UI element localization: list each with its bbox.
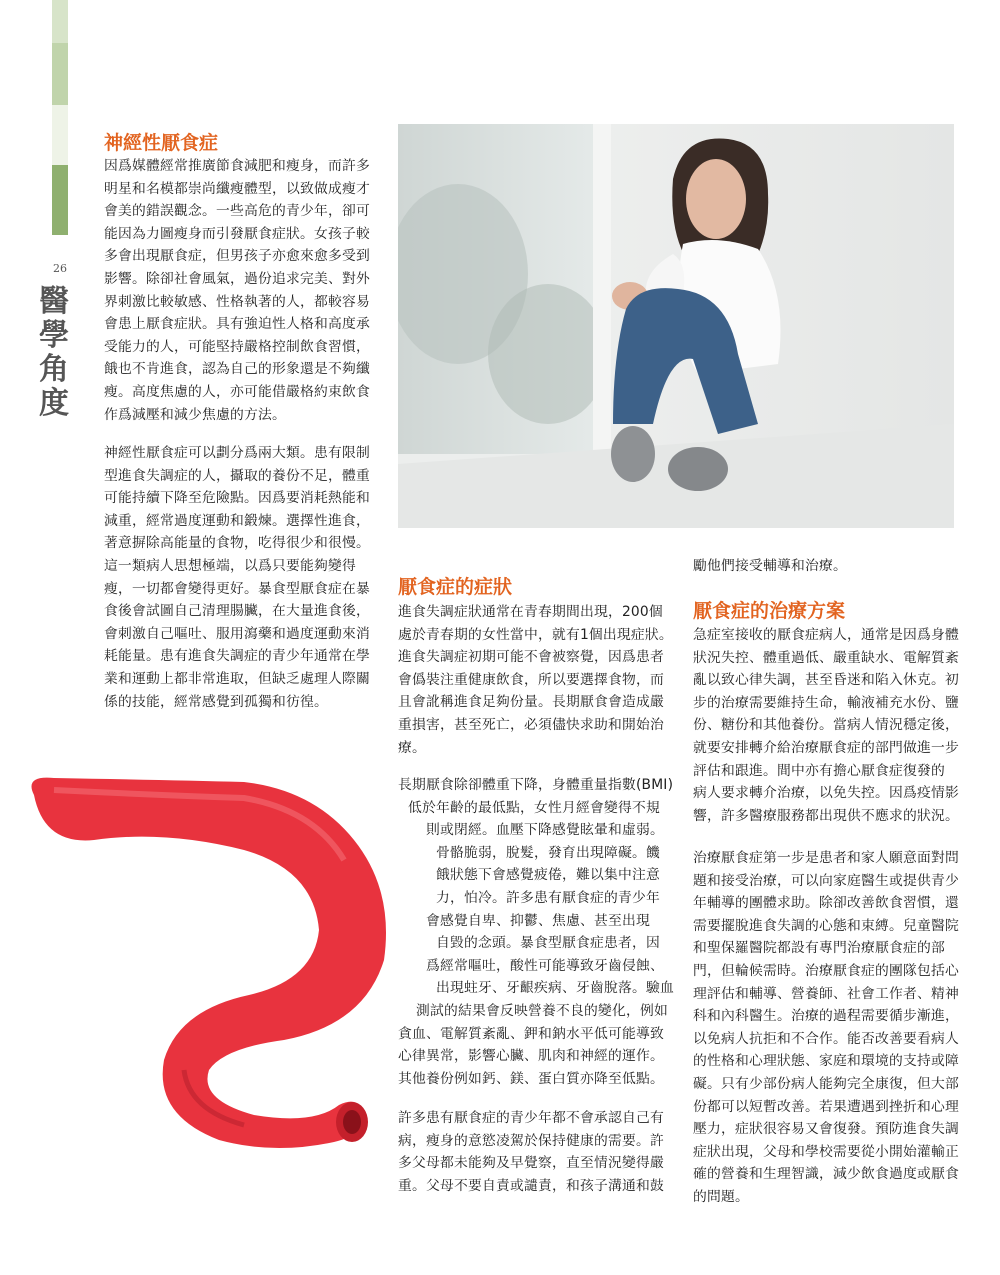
text-line: 心律異常，影響心臟、肌肉和神經的運作。 [398, 1048, 664, 1065]
text-line: 骨骼脆弱，脫髮，發育出現障礙。饑 [436, 844, 660, 861]
text-line: 步的治療需要維持生命，輸液補充水份、鹽 [693, 694, 959, 711]
text-line: 能因為力圖瘦身而引發厭食症狀。女孩子較 [104, 225, 370, 242]
text-line: 會感覺自卑、抑鬱、焦慮、甚至出現 [426, 912, 650, 929]
text-line: 作爲減壓和減少焦慮的方法。 [104, 406, 286, 423]
text-line: 和聖保羅醫院都設有專門治療厭食症的部 [693, 940, 945, 957]
paragraph-treatment-steps [693, 847, 959, 1209]
text-line: 理評估和輔導、營養師、社會工作者、精神 [693, 985, 959, 1002]
text-line: 且會訛稱進食足夠份量。長期厭食會造成嚴 [398, 694, 664, 711]
text-line: 門，但輪候需時。治療厭食症的團隊包括心 [693, 962, 959, 979]
paragraph-symptoms-parents [398, 1107, 664, 1197]
text-line: 症狀出現，父母和學校需要從小開始灌輸正 [693, 1143, 959, 1160]
sidebar-strip-dark [52, 165, 68, 235]
text-line: 明星和名模都崇尚纖瘦體型，以致做成瘦才 [104, 180, 370, 197]
text-line: 會僞裝注重健康飲食，所以要選擇食物，而 [398, 671, 664, 688]
paragraph-continuation [693, 555, 955, 578]
text-line: 可能持續下降至危險點。因爲要消耗熱能和 [104, 490, 370, 507]
paragraph-symptoms-onset [398, 601, 673, 759]
text-line: 多父母都未能夠及早覺察，直至情況變得嚴 [398, 1155, 664, 1172]
text-line: 進食失調症初期可能不會被察覺，因爲患者 [398, 649, 664, 666]
text-line: 界刺激比較敏感、性格執著的人，都較容易 [104, 293, 370, 310]
text-line: 自毀的念頭。暴食型厭食症患者，因 [436, 935, 660, 952]
text-line: 礙。只有少部份病人能夠完全康復，但大部 [693, 1075, 959, 1092]
paragraph-anorexia-intro [104, 155, 376, 426]
text-line: 食後會試圖自己清理腸臟，在大量進食後， [104, 603, 370, 620]
text-line: 餓也不肯進食，認為自己的形象還是不夠纖 [104, 361, 370, 378]
text-line: 因爲媒體經常推廣節食減肥和瘦身，而許多 [104, 158, 370, 174]
photo-woman-sitting-by-window [398, 124, 954, 528]
paragraph-symptoms-effects [360, 774, 674, 1090]
heading-anorexia-treatment: 厭食症的治療方案 [693, 600, 846, 622]
text-line: 確的營養和生理智識，減少飲食過度或厭食 [693, 1166, 959, 1183]
text-line: 份都可以短暫改善。若果遭遇到挫折和心理 [693, 1098, 959, 1115]
text-line: 則或閉經。血壓下降感覺眩暈和虛弱。 [426, 822, 664, 839]
text-line: 響，許多醫療服務都出現供不應求的狀況。 [693, 807, 959, 824]
text-line: 的問題。 [693, 1188, 749, 1205]
text-line: 長期厭食除卻體重下降，身體重量指數(BMI) [398, 777, 674, 793]
section-title-char: 醫 [39, 284, 69, 319]
section-title-char: 角 [39, 352, 69, 387]
page-number: 26 [53, 262, 67, 275]
text-line: 病，瘦身的意慾凌駕於保持健康的需要。許 [398, 1132, 664, 1149]
text-line: 亂以致心律失調，甚至昏迷和陷入休克。初 [693, 672, 959, 689]
text-line: 科和內科醫生。治療的過程需要循步漸進， [693, 1008, 959, 1025]
text-line: 會美的錯誤觀念。一些高危的青少年，卻可 [104, 203, 370, 220]
text-line: 出現蛀牙、牙齦疾病、牙齒脫落。驗血 [436, 980, 674, 997]
text-line: 急症室接收的厭食症病人，通常是因爲身體 [693, 627, 959, 643]
paragraph-treatment-emergency [693, 624, 959, 827]
text-line: 重。父母不要自責或譴責，和孩子溝通和鼓 [398, 1177, 664, 1194]
text-line: 題和接受治療，可以向家庭醫生或提供青少 [693, 872, 959, 889]
sidebar-strip-pale [52, 105, 68, 165]
text-line: 貪血、電解質紊亂、鉀和鈉水平低可能導致 [398, 1025, 664, 1042]
text-line: 年輔導的團體求助。除卻改善飲食習慣，還 [693, 895, 959, 912]
text-line: 需要擺脫進食失調的心態和束縛。兒童醫院 [693, 917, 959, 934]
text-line: 重損害，甚至死亡，必須儘快求助和開始治 [398, 716, 664, 733]
text-line: 著意摒除高能量的食物，吃得很少和很慢。 [104, 535, 370, 552]
heading-anorexia-symptoms: 厭食症的症狀 [398, 576, 513, 598]
sidebar-strip-mid [52, 43, 68, 105]
text-line: 會刺激自己嘔吐、服用瀉藥和過度運動來消 [104, 625, 370, 642]
text-line: 多會出現厭食症，但男孩子亦愈來愈多受到 [104, 248, 370, 265]
paragraph-anorexia-types [104, 442, 376, 713]
text-line: 狀況失控、體重過低、嚴重缺水、電解質紊 [693, 649, 959, 666]
text-line: 神經性厭食症可以劃分爲兩大類。患有限制 [104, 445, 370, 461]
text-line: 受能力的人，可能堅持嚴格控制飲食習慣， [104, 338, 370, 355]
text-line: 進食失調症狀通常在青春期間出現，200個 [398, 604, 663, 620]
text-line: 這一類病人思想極端，以爲只要能夠變得 [104, 557, 356, 574]
text-line: 瘦，一切都會變得更好。暴食型厭食症在暴 [104, 580, 370, 597]
section-title-vertical [34, 285, 74, 421]
text-line: 耗能量。患有進食失調症的青少年通常在學 [104, 648, 370, 665]
section-title-char: 學 [39, 318, 69, 353]
text-line: 以免病人抗拒和不合作。能否改善要看病人 [693, 1030, 959, 1047]
text-line: 影響。除卻社會風氣，過份追求完美、對外 [104, 270, 370, 287]
text-line: 勵他們接受輔導和治療。 [693, 558, 847, 574]
text-line: 爲經常嘔吐，酸性可能導致牙齒侵蝕、 [426, 957, 664, 974]
text-line: 業和運動上都非常進取，但缺乏處理人際關 [104, 670, 370, 687]
heading-anorexia-nervosa: 神經性厭食症 [104, 132, 219, 154]
text-line: 療。 [398, 739, 426, 756]
text-line: 會患上厭食症狀。具有強迫性人格和高度承 [104, 316, 370, 333]
text-line: 測試的結果會反映營養不良的變化，例如 [416, 1002, 668, 1019]
text-line: 力，怕冷。許多患有厭食症的青少年 [436, 889, 660, 906]
text-line: 低於年齡的最低點，女性月經會變得不規 [408, 799, 660, 816]
text-line: 份、糖份和其他養份。當病人情況穩定後， [693, 717, 959, 734]
text-line: 病人要求轉介治療，以免失控。因爲疫情影 [693, 785, 959, 802]
text-line: 就要安排轉介給治療厭食症的部門做進一步 [693, 739, 959, 756]
text-line: 減重，經常過度運動和鍛煉。選擇性進食， [104, 512, 370, 529]
text-line: 其他養份例如鈣、鎂、蛋白質亦降至低點。 [398, 1070, 664, 1087]
text-line: 壓力，症狀很容易又會復發。預防進食失調 [693, 1121, 959, 1138]
text-line: 型進食失調症的人，攝取的養份不足，體重 [104, 467, 370, 484]
text-line: 處於青春期的女性當中，就有1個出現症狀。 [398, 626, 673, 643]
text-line: 的性格和心理狀態、家庭和環境的支持或障 [693, 1053, 959, 1070]
text-line: 許多患有厭食症的青少年都不會承認自己有 [398, 1110, 664, 1126]
text-line: 係的技能，經常感覺到孤獨和彷徨。 [104, 693, 328, 710]
text-line: 餓狀態下會感覺疲倦，難以集中注意 [436, 867, 660, 884]
section-title-char: 度 [39, 386, 69, 421]
text-line: 治療厭食症第一步是患者和家人願意面對問 [693, 850, 959, 866]
woman-illustration [398, 124, 954, 528]
text-line: 瘦。高度焦慮的人，亦可能借嚴格約束飲食 [104, 383, 370, 400]
text-line: 評估和跟進。間中亦有擔心厭食症復發的 [693, 762, 945, 779]
sidebar-strip-light [52, 0, 68, 43]
